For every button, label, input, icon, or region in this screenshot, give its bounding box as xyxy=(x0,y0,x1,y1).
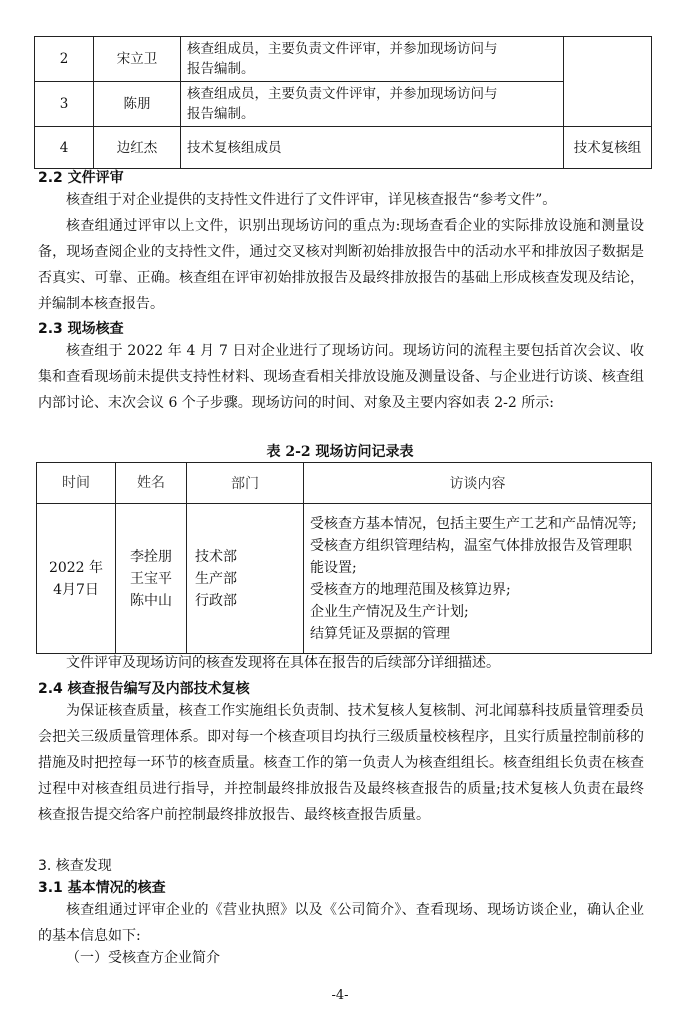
column-header: 访谈内容 xyxy=(304,463,652,504)
section-heading: 3.1 基本情况的核查 xyxy=(38,880,166,896)
paragraph: 核查组于对企业提供的支持性文件进行了文件评审，详见核查报告“参考文件”。 xyxy=(66,192,557,208)
interviewee-name: 李拴朋 xyxy=(130,548,172,565)
row-number: 3 xyxy=(35,82,94,127)
visit-record-table xyxy=(36,462,652,654)
paragraph: 文件评审及现场访问的核查发现将在具体在报告的后续部分详细描述。 xyxy=(66,655,500,671)
paragraph: 核查组通过评审以上文件，识别出现场访问的重点为:现场查看企业的实际排放设施和测量设备，现场查阅企业的支持性文件，通过交叉核对判断初始排放报告中的活动水平和排放因子数据是否真实、可靠、正确。核查组在评审初始排放报告及最终排放报告的基础上形成核查发现及结论，并编制本核查报告。 xyxy=(38,218,644,312)
section-heading: 2.2 文件评审 xyxy=(38,170,124,186)
team-table xyxy=(34,36,652,169)
departments xyxy=(187,504,304,654)
table-caption: 表 2-2 现场访问记录表 xyxy=(266,444,414,460)
column-header: 姓名 xyxy=(116,463,187,504)
department-name: 生产部 xyxy=(195,570,237,587)
interviewee-name: 王宝平 xyxy=(130,570,172,587)
member-group: 技术复核组 xyxy=(564,127,652,169)
content-item: 受核查方组织管理结构，温室气体排放报告及管理职能设置; xyxy=(310,537,632,576)
visit-date xyxy=(37,504,116,654)
row-number: 2 xyxy=(35,37,94,82)
duty-line: 核查组成员，主要负责文件评审，并参加现场访问与 xyxy=(187,41,498,57)
table-row xyxy=(35,82,652,127)
duty-line: 核查组成员，主要负责文件评审，并参加现场访问与 xyxy=(187,86,498,102)
paragraph: 核查组通过评审企业的《营业执照》以及《公司简介》、查看现场、现场访谈企业，确认企业的基本信息如下: xyxy=(38,902,644,944)
table-header-row xyxy=(37,463,652,504)
table-row xyxy=(37,504,652,654)
member-name: 陈朋 xyxy=(94,82,181,127)
member-duty xyxy=(181,37,564,82)
duty-line: 报告编制。 xyxy=(187,106,255,122)
member-group xyxy=(564,37,652,127)
interviewees xyxy=(116,504,187,654)
section-heading: 2.3 现场核查 xyxy=(38,321,124,337)
chapter-heading: 3. 核查发现 xyxy=(38,858,112,874)
department-name: 行政部 xyxy=(195,592,237,609)
content-item: 受核查方基本情况，包括主要生产工艺和产品情况等; xyxy=(310,515,637,532)
column-header: 时间 xyxy=(37,463,116,504)
member-duty xyxy=(181,82,564,127)
member-name: 宋立卫 xyxy=(94,37,181,82)
member-duty: 技术复核组成员 xyxy=(181,127,564,169)
row-number: 4 xyxy=(35,127,94,169)
page-number: -4- xyxy=(331,988,349,1003)
content-item: 受核查方的地理范围及核算边界; xyxy=(310,581,511,598)
paragraph: 为保证核查质量，核查工作实施组长负责制、技术复核人复核制、河北闻慕科技质量管理委员会把关三级质量管理体系。即对每一个核查项目均执行三级质量校核程序，且实行质量控制前移的措施及时把控每一环节的核查质量。核查工作的第一负责人为核查组组长。核查组组长负责在核查过程中对核查组员进行指导，并控制最终排放报告及最终核查报告的质量;技术复核人负责在最终核查报告提交给客户前控制最终排放报告、最终核查报告质量。 xyxy=(38,703,644,823)
date-line: 4月7日 xyxy=(53,581,99,598)
paragraph: （一）受核查方企业简介 xyxy=(66,950,220,966)
content-item: 结算凭证及票据的管理 xyxy=(310,625,450,642)
content-item: 企业生产情况及生产计划; xyxy=(310,603,469,620)
table-row xyxy=(35,37,652,82)
column-header: 部门 xyxy=(187,463,304,504)
interview-content xyxy=(304,504,652,654)
table-row xyxy=(35,127,652,169)
duty-line: 报告编制。 xyxy=(187,61,255,77)
date-line: 2022 年 xyxy=(48,559,104,576)
section-heading: 2.4 核查报告编写及内部技术复核 xyxy=(38,681,250,697)
member-name: 边红杰 xyxy=(94,127,181,169)
interviewee-name: 陈中山 xyxy=(130,592,172,609)
paragraph: 核查组于 2022 年 4 月 7 日对企业进行了现场访问。现场访问的流程主要包括首次会议、收集和查看现场前未提供支持性材料、现场查看相关排放设施及测量设备、与企业进行访谈、核查组内部讨论、末次会议 6 个子步骤。现场访问的时间、对象及主要内容如表 2-2 所示: xyxy=(38,343,644,411)
department-name: 技术部 xyxy=(195,548,237,565)
